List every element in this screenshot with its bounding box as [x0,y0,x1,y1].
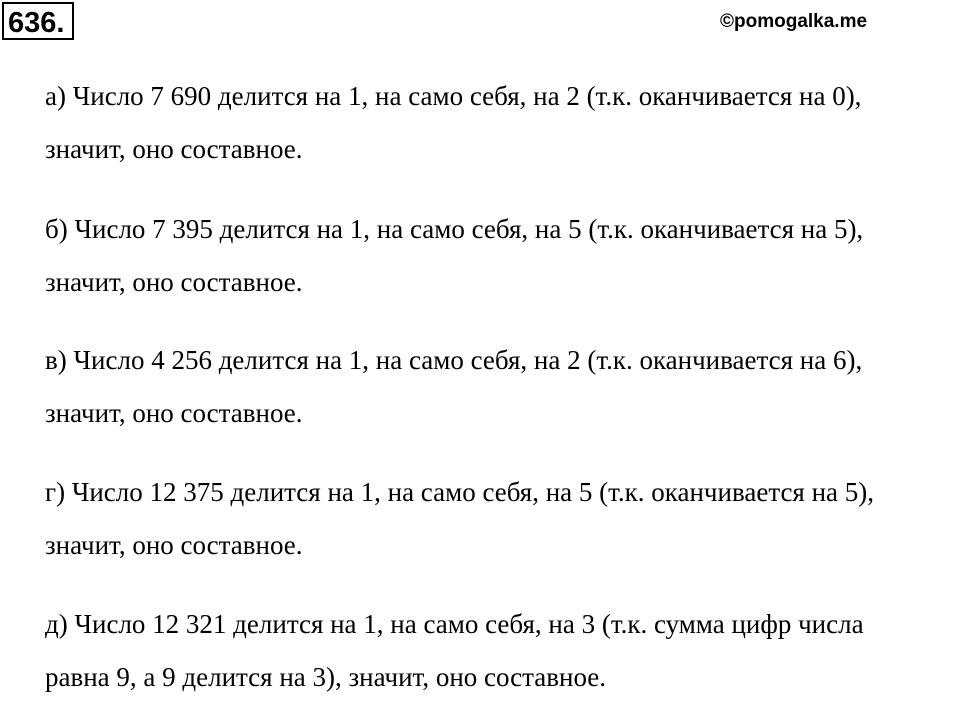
answer-line: значит, оно составное. [45,398,303,428]
answer-item-b [45,203,955,309]
answer-line: равна 9, а 9 делится на 3), значит, оно составное. [45,662,607,692]
answer-line: б) Число 7 395 делится на 1, на само себя, на 5 (т.к. оканчивается на 5), [45,214,864,244]
answer-line: в) Число 4 256 делится на 1, на само себя, на 2 (т.к. оканчивается на 6), [45,345,863,375]
answer-line: значит, оно составное. [45,530,303,560]
answer-item-c [45,334,955,440]
answer-line: значит, оно составное. [45,134,303,164]
answer-line: значит, оно составное. [45,267,303,297]
problem-number: 636. [2,2,74,40]
answer-line: д) Число 12 321 делится на 1, на само себя, на 3 (т.к. сумма цифр числа [45,609,864,639]
answer-item-a [45,70,955,176]
answer-item-d [45,466,955,572]
answer-line: а) Число 7 690 делится на 1, на само себя, на 2 (т.к. оканчивается на 0), [45,81,862,111]
answer-line: г) Число 12 375 делится на 1, на само себя, на 5 (т.к. оканчивается на 5), [45,477,875,507]
answer-item-e [45,598,955,704]
watermark: ©pomogalka.me [720,11,868,32]
